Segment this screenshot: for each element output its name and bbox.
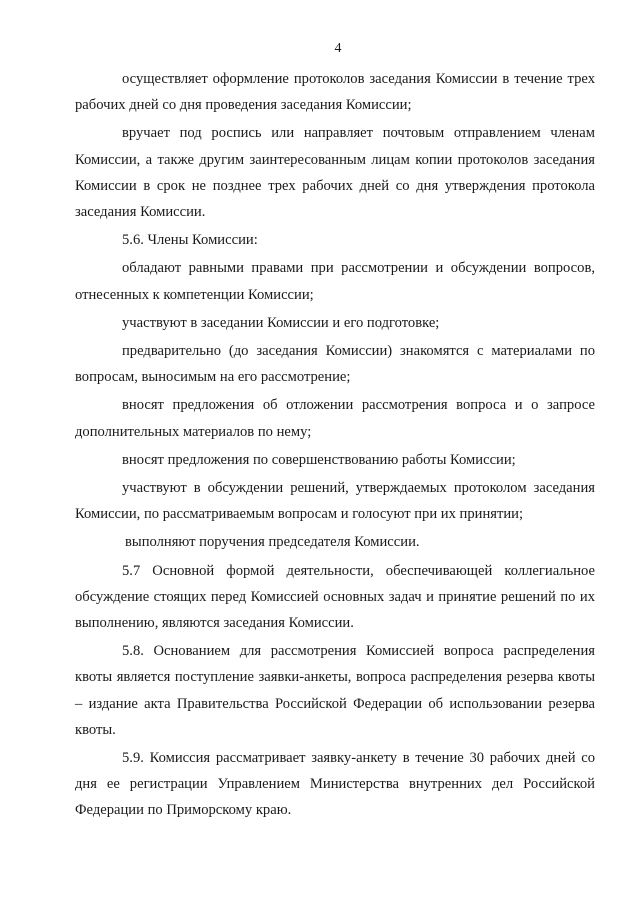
section-5-8: 5.8. Основанием для рассмотрения Комиссией вопроса распределения квоты является поступление заявки-анкеты, вопроса распределения резерва квоты – издание акта Правительства Российской Федерации об использовании резерва квоты. [75,643,595,738]
paragraph-improvement-proposals: вносят предложения по совершенствованию работы Комиссии; [122,451,516,468]
paragraph-materials-review: предварительно (до заседания Комиссии) знакомятся с материалами по вопросам, выносимым на его рассмотрение; [75,343,595,386]
section-5-7: 5.7 Основной формой деятельности, обеспечивающей коллегиальное обсуждение стоящих перед Комиссией основных задач и принятие решений по их выполнению, являются заседания Комиссии. [75,562,595,632]
paragraph-postponement-proposals: вносят предложения об отложении рассмотрения вопроса и о запросе дополнительных материалов по нему; [75,397,595,440]
paragraph-voting: участвуют в обсуждении решений, утверждаемых протоколом заседания Комиссии, по рассматриваемым вопросам и голосуют при их принятии; [75,480,595,523]
section-heading-5-6: 5.6. Члены Комиссии: [122,232,258,249]
paragraph-equal-rights: обладают равными правами при рассмотрении и обсуждении вопросов, отнесенных к компетенции Комиссии; [75,260,595,303]
page-number: 4 [334,41,342,56]
document-body [75,66,595,824]
paragraph-protocol-drafting: осуществляет оформление протоколов заседания Комиссии в течение трех рабочих дней со дня проведения заседания Комиссии; [75,71,595,114]
paragraph-participation: участвуют в заседании Комиссии и его подготовке; [122,314,440,331]
paragraph-protocol-delivery: вручает под роспись или направляет почтовым отправлением членам Комиссии, а также другим заинтересованным лицам копии протоколов заседания Комиссии в срок не позднее трех рабочих дней со дня утверждения протокола заседания Комиссии. [75,125,595,221]
paragraph-chair-instructions: выполняют поручения председателя Комиссии. [125,534,420,551]
section-5-9: 5.9. Комиссия рассматривает заявку-анкету в течение 30 рабочих дней со дня ее регистрации Управлением Министерства внутренних дел Российской Федерации по Приморскому краю. [75,750,595,819]
